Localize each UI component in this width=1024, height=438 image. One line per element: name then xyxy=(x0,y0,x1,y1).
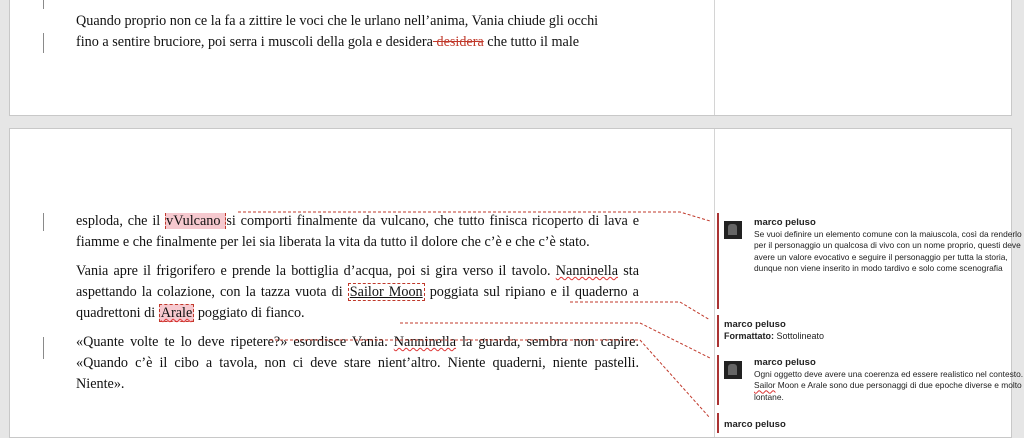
document-page-2 xyxy=(9,128,1024,438)
comment-author: marco peluso xyxy=(724,319,786,330)
markup-area-separator xyxy=(714,129,715,437)
comment-card[interactable] xyxy=(724,217,1024,275)
format-change: Formattato: Sottolineato xyxy=(724,331,825,341)
comment-card[interactable] xyxy=(724,419,994,431)
change-bar xyxy=(43,213,44,231)
change-bar xyxy=(43,33,44,53)
comment-bar xyxy=(717,355,719,405)
spelling-flag[interactable]: Nanninella xyxy=(393,334,457,350)
change-bar xyxy=(43,337,44,359)
text-line: Quando proprio non ce la fa a zittire le voci che le urlano nell’anima, Vania chiude gli occhi xyxy=(76,13,599,29)
paragraph: «Quante volte te lo deve ripetere?» esordisce Vania. Nanninella la guarda, sembra non capire. «Quando c’è il cibo a tavola, non ci deve stare nient’altro. Niente quaderni, niente pastelli. Niente». xyxy=(76,334,639,392)
comment-bar xyxy=(717,213,719,309)
comment-author: marco peluso xyxy=(754,217,816,228)
underlined-text[interactable]: Sailor Moon xyxy=(349,284,423,300)
comment-text: Ogni oggetto deve avere una coerenza ed essere realistico nel contesto. Sailor Moon e Arale sono due personaggi di due epoche diverse e molto lontane. xyxy=(754,369,1024,402)
comment-author: marco peluso xyxy=(724,419,786,430)
comment-bar xyxy=(717,413,719,433)
document-page-1 xyxy=(9,0,1012,116)
highlighted-revision[interactable]: vVulcano xyxy=(166,213,226,229)
comment-text: Se vuoi definire un elemento comune con la maiuscola, così da renderlo per il personaggio un qualcosa di vivo con un nome proprio, questi deve avere un valore evocativo e seguire il personaggio per tutta la storia, dunque non viene inserito in modo tardivo e solo come scenografia xyxy=(754,229,1022,274)
comment-bar xyxy=(717,315,719,347)
deleted-text[interactable]: desidera xyxy=(432,34,484,50)
comment-card[interactable] xyxy=(724,357,1024,403)
spelling-flag[interactable]: Nanninella xyxy=(555,263,619,279)
commented-text[interactable]: Arale xyxy=(160,305,193,321)
comment-card[interactable] xyxy=(724,319,994,342)
page-1-text[interactable] xyxy=(76,11,639,53)
comment-author: marco peluso xyxy=(754,357,816,368)
paragraph: esploda, che il vVulcano si comporti finalmente da vulcano, che tutto finisca ricoperto di lava e fiamme e che finalmente per lei sia liberata la vita da tutto il dolore che c’è e che c’è stato. xyxy=(76,213,639,250)
avatar xyxy=(724,221,742,239)
change-bar xyxy=(43,0,44,9)
markup-area-separator xyxy=(714,0,715,115)
paragraph: Vania apre il frigorifero e prende la bottiglia d’acqua, poi si gira verso il tavolo. Nanninella sta aspettando la colazione, con la tazza vuota di Sailor Moon poggiata sul ripiano e il quaderno a quadrettoni di Arale poggiato di fianco. xyxy=(76,263,639,321)
text-line: fino a sentire bruciore, poi serra i muscoli della gola e desidera desidera che tutto il male xyxy=(76,34,580,50)
page-2-text[interactable] xyxy=(76,211,639,403)
comments-pane xyxy=(716,207,1024,437)
avatar xyxy=(724,361,742,379)
